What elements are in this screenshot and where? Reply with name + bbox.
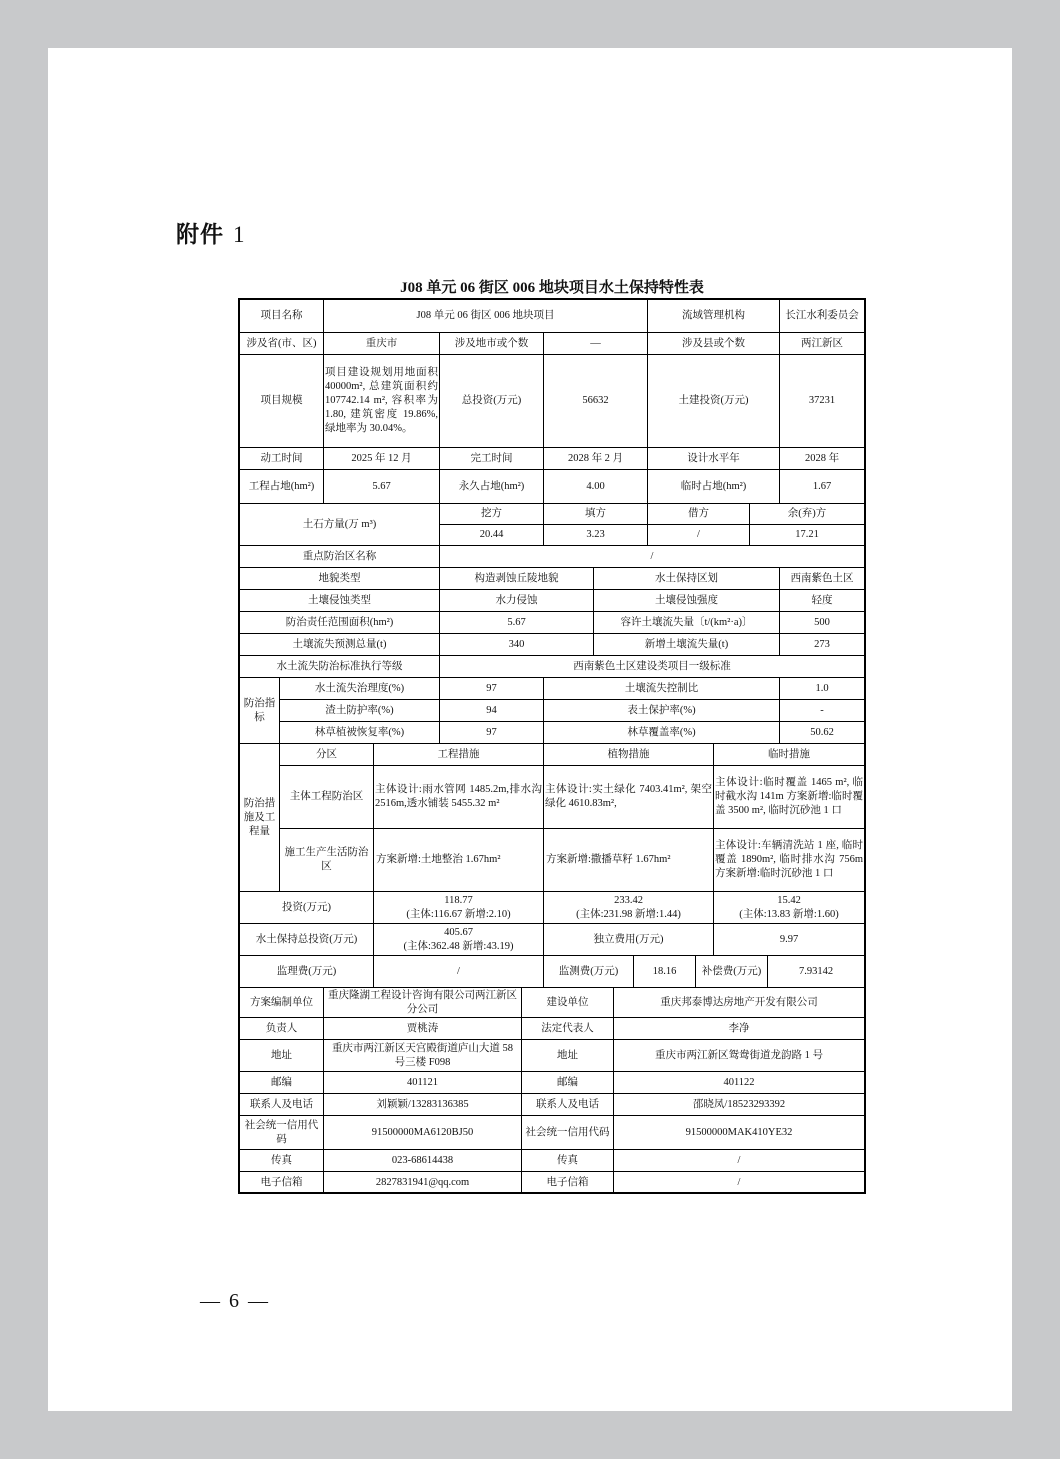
cell-label: 林草覆盖率(%) bbox=[544, 722, 780, 744]
cell-label: 林草植被恢复率(%) bbox=[280, 722, 440, 744]
cell-label: 土壤流失预测总量(t) bbox=[240, 634, 440, 656]
cell-label: 完工时间 bbox=[440, 448, 544, 470]
cell-value: 37231 bbox=[780, 355, 864, 448]
cell-label: 水土流失治理度(%) bbox=[280, 678, 440, 700]
cell-label: 土建投资(万元) bbox=[648, 355, 780, 448]
cell-label: 社会统一信用代码 bbox=[240, 1116, 324, 1150]
cell-value: — bbox=[544, 333, 648, 355]
document-page bbox=[48, 48, 1012, 1411]
cell-value: 50.62 bbox=[780, 722, 864, 744]
cell-value: 273 bbox=[780, 634, 864, 656]
cell-label: 挖方 bbox=[440, 504, 544, 525]
cell-label: 水土流失防治标准执行等级 bbox=[240, 656, 440, 678]
cell-value: 500 bbox=[780, 612, 864, 634]
cell-value: 91500000MA6120BJ50 bbox=[324, 1116, 522, 1150]
cell-value: 两江新区 bbox=[780, 333, 864, 355]
cell-value: 1.67 bbox=[780, 470, 864, 504]
cell-value: 水力侵蚀 bbox=[440, 590, 594, 612]
sw-total: 405.67 bbox=[444, 926, 473, 938]
cell-value: 3.23 bbox=[544, 525, 648, 546]
page-number: — 6 — bbox=[200, 1290, 270, 1312]
cell-value: 023-68614438 bbox=[324, 1150, 522, 1172]
cell-value: 贾桃涛 bbox=[324, 1018, 522, 1040]
cell-label: 补偿费(万元) bbox=[696, 956, 768, 988]
cell-value: 轻度 bbox=[780, 590, 864, 612]
cell-label: 防治措施及工程量 bbox=[240, 744, 280, 892]
cell-label: 涉及地市或个数 bbox=[440, 333, 544, 355]
cell-label: 重点防治区名称 bbox=[240, 546, 440, 568]
cell-label: 土壤流失控制比 bbox=[544, 678, 780, 700]
invest-eng-detail: (主体:116.67 新增:2.10) bbox=[406, 908, 511, 920]
cell-value: 5.67 bbox=[324, 470, 440, 504]
column-header: 工程措施 bbox=[374, 744, 544, 766]
cell-label: 地貌类型 bbox=[240, 568, 440, 590]
cell-label: 邮编 bbox=[240, 1072, 324, 1094]
cell-value bbox=[374, 766, 544, 829]
cell-label: 新增土壤流失量(t) bbox=[594, 634, 780, 656]
cell-value: 97 bbox=[440, 722, 544, 744]
cell-value: 401121 bbox=[324, 1072, 522, 1094]
attachment-heading bbox=[176, 216, 246, 249]
cell-value bbox=[374, 892, 544, 924]
cell-value: / bbox=[648, 525, 750, 546]
cell-label: 流域管理机构 bbox=[648, 300, 780, 333]
cell-value: 方案新增:土地整治 1.67hm² bbox=[374, 829, 544, 892]
cell-label: 监理费(万元) bbox=[240, 956, 374, 988]
cell-label: 法定代表人 bbox=[522, 1018, 614, 1040]
cell-value: 5.67 bbox=[440, 612, 594, 634]
cell-value: 重庆隆湖工程设计咨询有限公司两江新区分公司 bbox=[324, 988, 522, 1018]
cell-value: / bbox=[737, 1177, 741, 1188]
cell-label: 填方 bbox=[544, 504, 648, 525]
cell-label: 涉及省(市、区) bbox=[240, 333, 324, 355]
invest-plant-detail: (主体:231.98 新增:1.44) bbox=[576, 908, 681, 920]
attachment-label: 附件 bbox=[176, 222, 224, 248]
cell-label: 地址 bbox=[522, 1040, 614, 1072]
cell-label: 土石方量(万 m³) bbox=[240, 504, 440, 546]
cell-label: 涉及县或个数 bbox=[648, 333, 780, 355]
cell-value: 重庆邦泰博达房地产开发有限公司 bbox=[614, 988, 864, 1018]
cell-value: 李净 bbox=[614, 1018, 864, 1040]
cell-label: 土壤侵蚀强度 bbox=[594, 590, 780, 612]
cell-value: 2028 年 2 月 bbox=[544, 448, 648, 470]
cell-value bbox=[544, 892, 714, 924]
cell-value: 94 bbox=[440, 700, 544, 722]
cell-value: 重庆市两江新区鸳鸯街道龙韵路 1 号 bbox=[614, 1040, 864, 1072]
column-header: 植物措施 bbox=[544, 744, 714, 766]
cell-label: 永久占地(hm²) bbox=[440, 470, 544, 504]
cell-label: 电子信箱 bbox=[522, 1172, 614, 1194]
zone1-eng-text: 主体设计:雨水管网 1485.2m,排水沟 2516m,透水铺装 5455.32 m² bbox=[375, 784, 542, 809]
cell-value: - bbox=[780, 700, 864, 722]
scale-text: 项目建设规划用地面积 40000m², 总建筑面积约 107742.14 m², 容积率为 1.80, 建筑密度 19.86%, 绿地率为 30.04%。 bbox=[325, 367, 438, 434]
cell-value: 重庆市两江新区天宫殿街道庐山大道 58 号三楼 F098 bbox=[324, 1040, 522, 1072]
cell-value: 刘颖颖/13283136385 bbox=[324, 1094, 522, 1116]
cell-value: 邵晓凤/18523293392 bbox=[614, 1094, 864, 1116]
cell-label: 监测费(万元) bbox=[544, 956, 634, 988]
cell-value: 2827831941@qq.com bbox=[324, 1172, 522, 1194]
cell-label: 项目名称 bbox=[240, 300, 324, 333]
cell-label: 土壤侵蚀类型 bbox=[240, 590, 440, 612]
sw-total-detail: (主体:362.48 新增:43.19) bbox=[403, 940, 514, 952]
cell-label: 设计水平年 bbox=[648, 448, 780, 470]
cell-value: 9.97 bbox=[714, 924, 864, 956]
cell-value: 97 bbox=[440, 678, 544, 700]
cell-label: 容许土壤流失量〔t/(km²·a)〕 bbox=[594, 612, 780, 634]
cell-value: / bbox=[374, 956, 544, 988]
cell-label: 建设单位 bbox=[522, 988, 614, 1018]
cell-label: 工程占地(hm²) bbox=[240, 470, 324, 504]
cell-value: 4.00 bbox=[544, 470, 648, 504]
cell-label: 防治指标 bbox=[240, 678, 280, 744]
invest-temp-detail: (主体:13.83 新增:1.60) bbox=[739, 908, 839, 920]
cell-label: 表土保护率(%) bbox=[544, 700, 780, 722]
cell-label: 临时占地(hm²) bbox=[648, 470, 780, 504]
cell-value: 401122 bbox=[614, 1072, 864, 1094]
cell-value: 1.0 bbox=[780, 678, 864, 700]
cell-value: 20.44 bbox=[440, 525, 544, 546]
invest-eng-total: 118.77 bbox=[444, 894, 473, 906]
cell-value bbox=[544, 766, 714, 829]
cell-label: 项目规模 bbox=[240, 355, 324, 448]
zone1-temp-text: 主体设计:临时覆盖 1465 m², 临时截水沟 141m 方案新增:临时覆盖 3500 m², 临时沉砂池 1 口 bbox=[715, 777, 863, 816]
cell-value: 91500000MAK410YE32 bbox=[614, 1116, 864, 1150]
cell-label: 传真 bbox=[522, 1150, 614, 1172]
cell-value bbox=[714, 829, 864, 892]
zone-label: 主体工程防治区 bbox=[280, 766, 374, 829]
cell-label: 邮编 bbox=[522, 1072, 614, 1094]
cell-value: 56632 bbox=[544, 355, 648, 448]
cell-value: 长江水利委员会 bbox=[780, 300, 864, 333]
cell-label: 防治责任范围面积(hm²) bbox=[240, 612, 440, 634]
cell-label: 借方 bbox=[648, 504, 750, 525]
cell-value: 17.21 bbox=[750, 525, 864, 546]
cell-label: 动工时间 bbox=[240, 448, 324, 470]
invest-temp-total: 15.42 bbox=[777, 894, 801, 906]
cell-label: 总投资(万元) bbox=[440, 355, 544, 448]
cell-value: 西南紫色土区建设类项目一级标准 bbox=[440, 656, 864, 678]
cell-value: / bbox=[440, 546, 864, 568]
cell-value: 构造剥蚀丘陵地貌 bbox=[440, 568, 594, 590]
invest-plant-total: 233.42 bbox=[614, 894, 643, 906]
cell-value: 重庆市 bbox=[324, 333, 440, 355]
cell-label: 负责人 bbox=[240, 1018, 324, 1040]
cell-label: 投资(万元) bbox=[240, 892, 374, 924]
column-header: 分区 bbox=[280, 744, 374, 766]
cell-value: 2025 年 12 月 bbox=[324, 448, 440, 470]
characteristics-table bbox=[238, 298, 866, 1194]
cell-value: 7.93142 bbox=[768, 956, 864, 988]
cell-value bbox=[324, 355, 440, 448]
cell-label: 社会统一信用代码 bbox=[522, 1116, 614, 1150]
cell-value bbox=[714, 892, 864, 924]
column-header: 临时措施 bbox=[714, 744, 864, 766]
cell-value bbox=[714, 766, 864, 829]
cell-label: 水土保持区划 bbox=[594, 568, 780, 590]
cell-label: 渣土防护率(%) bbox=[280, 700, 440, 722]
cell-value: 18.16 bbox=[634, 956, 696, 988]
cell-label: 传真 bbox=[240, 1150, 324, 1172]
cell-label: 电子信箱 bbox=[240, 1172, 324, 1194]
zone2-temp-text: 主体设计:车辆清洗站 1 座, 临时覆盖 1890m², 临时排水沟 756m 方案新增:临时沉砂池 1 口 bbox=[715, 840, 863, 879]
cell-value: 方案新增:撒播草籽 1.67hm² bbox=[544, 829, 714, 892]
cell-value: 340 bbox=[440, 634, 594, 656]
cell-value bbox=[374, 924, 544, 956]
zone1-plant-text: 主体设计:实土绿化 7403.41m², 架空绿化 4610.83m², bbox=[545, 784, 712, 809]
cell-label: 水土保持总投资(万元) bbox=[240, 924, 374, 956]
cell-label: 余(弃)方 bbox=[750, 504, 864, 525]
cell-value: / bbox=[614, 1150, 864, 1172]
attachment-number: 1 bbox=[233, 222, 246, 247]
cell-label: 地址 bbox=[240, 1040, 324, 1072]
cell-value: 西南紫色土区 bbox=[780, 568, 864, 590]
cell-value: J08 单元 06 街区 006 地块项目 bbox=[324, 300, 648, 333]
cell-value: 2028 年 bbox=[780, 448, 864, 470]
cell-label: 联系人及电话 bbox=[522, 1094, 614, 1116]
cell-label: 独立费用(万元) bbox=[544, 924, 714, 956]
zone-label: 施工生产生活防治区 bbox=[280, 829, 374, 892]
cell-label: 联系人及电话 bbox=[240, 1094, 324, 1116]
table-title: J08 单元 06 街区 006 地块项目水土保持特性表 bbox=[400, 280, 704, 296]
cell-label: 方案编制单位 bbox=[240, 988, 324, 1018]
